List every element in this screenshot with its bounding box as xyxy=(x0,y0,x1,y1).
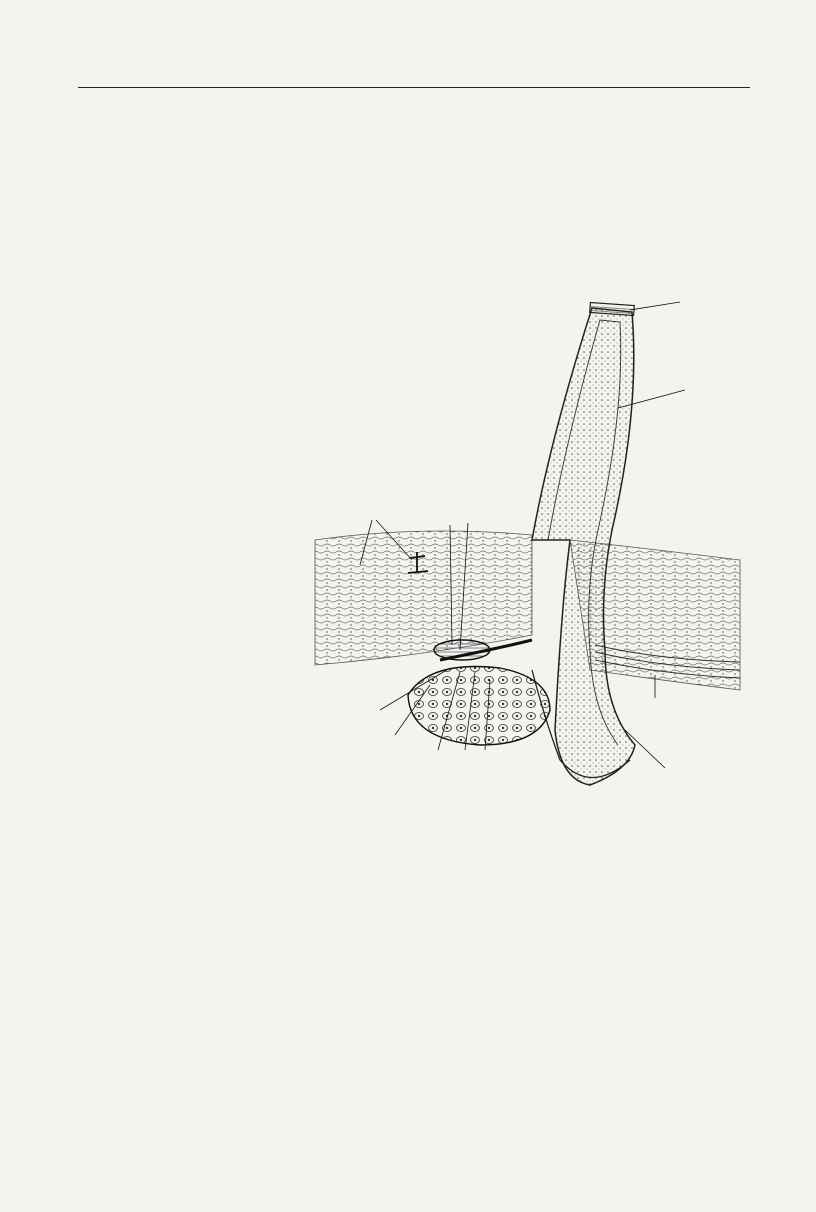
figure-288 xyxy=(300,290,752,795)
header-rule xyxy=(78,87,750,88)
running-header xyxy=(78,62,750,84)
holothuria-cross-section-drawing xyxy=(300,290,752,795)
